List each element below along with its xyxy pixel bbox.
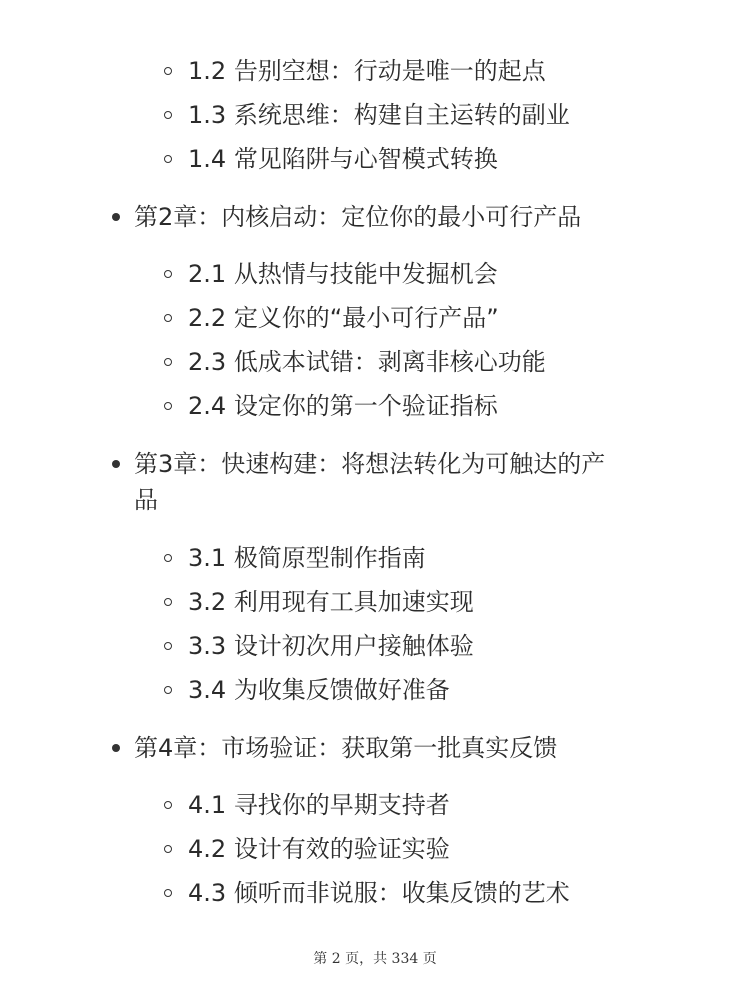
section-title: 为收集反馈做好准备 — [233, 676, 450, 704]
circle-bullet-icon — [164, 111, 172, 119]
section-title: 系统思维：构建自主运转的副业 — [233, 101, 570, 129]
section-number: 3.2 — [188, 588, 227, 616]
toc-section-3-4[interactable] — [188, 668, 450, 712]
section-title: 倾听而非说服：收集反馈的艺术 — [233, 879, 570, 907]
section-number: 2.2 — [188, 304, 227, 332]
circle-bullet-icon — [164, 889, 172, 897]
section-number: 2.1 — [188, 260, 227, 288]
toc-section-2-1[interactable] — [188, 252, 498, 296]
section-title: 常见陷阱与心智模式转换 — [233, 145, 498, 173]
toc-section-4-1[interactable] — [188, 783, 450, 827]
section-title: 利用现有工具加速实现 — [233, 588, 474, 616]
toc-section-1-2[interactable] — [188, 49, 546, 93]
circle-bullet-icon — [164, 358, 172, 366]
toc-chapter-2[interactable] — [134, 195, 581, 239]
disc-bullet-icon — [112, 744, 120, 752]
section-title: 极简原型制作指南 — [233, 544, 426, 572]
toc-chapter-4[interactable] — [134, 726, 557, 770]
section-number: 2.4 — [188, 392, 227, 420]
section-title: 低成本试错：剥离非核心功能 — [233, 348, 546, 376]
section-number: 1.2 — [188, 57, 227, 85]
section-number: 4.3 — [188, 879, 227, 907]
toc-chapter-3-continued[interactable] — [134, 478, 158, 522]
chapter-title-line-2: 品 — [134, 486, 158, 514]
circle-bullet-icon — [164, 270, 172, 278]
circle-bullet-icon — [164, 642, 172, 650]
circle-bullet-icon — [164, 845, 172, 853]
section-title: 告别空想：行动是唯一的起点 — [233, 57, 546, 85]
circle-bullet-icon — [164, 554, 172, 562]
section-number: 1.3 — [188, 101, 227, 129]
toc-section-4-3[interactable] — [188, 871, 570, 915]
section-number: 4.1 — [188, 791, 227, 819]
toc-section-2-2[interactable] — [188, 296, 499, 340]
toc-section-3-2[interactable] — [188, 580, 474, 624]
circle-bullet-icon — [164, 686, 172, 694]
toc-section-2-3[interactable] — [188, 340, 546, 384]
section-number: 3.1 — [188, 544, 227, 572]
page-number-label: 第 2 页，共 334 页 — [313, 951, 437, 967]
circle-bullet-icon — [164, 314, 172, 322]
section-title: 设定你的第一个验证指标 — [233, 392, 498, 420]
section-number: 3.4 — [188, 676, 227, 704]
toc-section-3-3[interactable] — [188, 624, 474, 668]
chapter-title: 第4章：市场验证：获取第一批真实反馈 — [134, 734, 558, 762]
section-title: 设计初次用户接触体验 — [233, 632, 474, 660]
section-title: 寻找你的早期支持者 — [233, 791, 450, 819]
section-title: 定义你的“最小可行产品” — [233, 304, 499, 332]
chapter-title-line-1: 第3章：快速构建：将想法转化为可触达的产 — [134, 450, 606, 478]
section-number: 4.2 — [188, 835, 227, 863]
toc-section-1-4[interactable] — [188, 137, 498, 181]
toc-section-3-1[interactable] — [188, 536, 426, 580]
section-number: 2.3 — [188, 348, 227, 376]
circle-bullet-icon — [164, 598, 172, 606]
circle-bullet-icon — [164, 67, 172, 75]
toc-section-4-2[interactable] — [188, 827, 450, 871]
section-title: 从热情与技能中发掘机会 — [233, 260, 498, 288]
section-number: 1.4 — [188, 145, 227, 173]
page-footer — [0, 948, 750, 968]
toc-chapter-3[interactable] — [134, 442, 605, 486]
circle-bullet-icon — [164, 801, 172, 809]
disc-bullet-icon — [112, 213, 120, 221]
circle-bullet-icon — [164, 155, 172, 163]
toc-section-2-4[interactable] — [188, 384, 498, 428]
chapter-title: 第2章：内核启动：定位你的最小可行产品 — [134, 203, 582, 231]
section-number: 3.3 — [188, 632, 227, 660]
section-title: 设计有效的验证实验 — [233, 835, 450, 863]
disc-bullet-icon — [112, 460, 120, 468]
toc-section-1-3[interactable] — [188, 93, 570, 137]
circle-bullet-icon — [164, 402, 172, 410]
